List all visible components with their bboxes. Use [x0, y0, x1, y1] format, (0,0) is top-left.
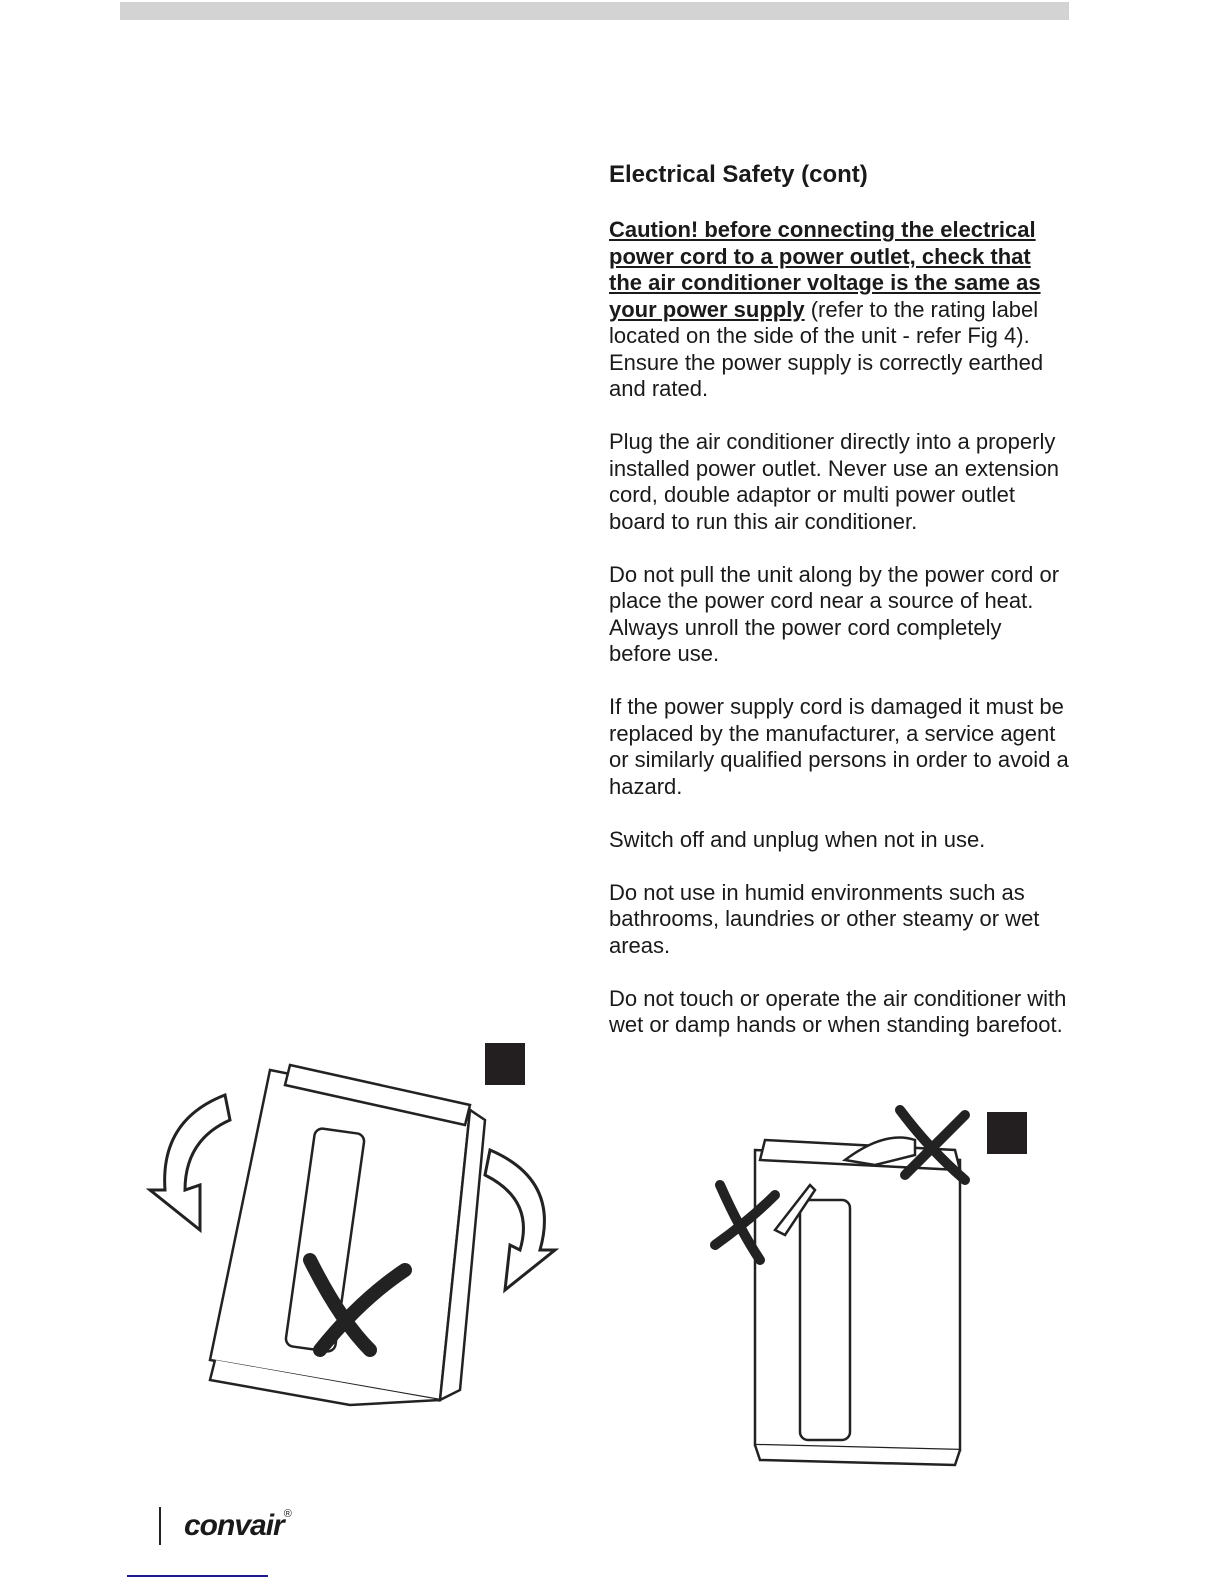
- logo-text: convair: [184, 1509, 284, 1542]
- paragraph: Do not pull the unit along by the power cord or place the power cord near a source of heat. Always unroll the power cord completely before use.: [609, 561, 1060, 666]
- paragraph: Do not use in humid environments such as bathrooms, laundries or other steamy or wet areas.: [609, 879, 1040, 958]
- unit-hazard-illustration: [700, 1100, 990, 1475]
- content-column: [609, 160, 1069, 1065]
- paragraph: If the power supply cord is damaged it must be replaced by the manufacturer, a service agent or similarly qualified persons in order to avoid a hazard.: [609, 694, 1069, 799]
- paragraph: Do not touch or operate the air conditioner with wet or damp hands or when standing barefoot.: [609, 985, 1067, 1037]
- caution-detail: (refer to the rating label located on the side of the unit - refer Fig 4). Ensure the power supply is correctly earthed and rated.: [609, 296, 1044, 401]
- caution-text: Caution! before connecting the electrical power cord to a power outlet, check that the air conditioner voltage is the same as your power supply: [609, 217, 1041, 322]
- tilted-unit-illustration: [140, 1050, 570, 1420]
- caution-paragraph: [609, 217, 1069, 403]
- footer-rule: [159, 1507, 161, 1545]
- footer-underline: [127, 1575, 268, 1577]
- section-heading: Electrical Safety (cont): [609, 161, 868, 188]
- figure-marker: [987, 1112, 1027, 1154]
- paragraph: Switch off and unplug when not in use.: [609, 826, 986, 852]
- header-bar: [120, 2, 1069, 20]
- registered-mark: ®: [283, 1508, 291, 1520]
- paragraph: Plug the air conditioner directly into a properly installed power outlet. Never use an extension cord, double adaptor or multi power outlet board to run this air conditioner.: [609, 429, 1060, 534]
- convair-logo: [184, 1508, 291, 1543]
